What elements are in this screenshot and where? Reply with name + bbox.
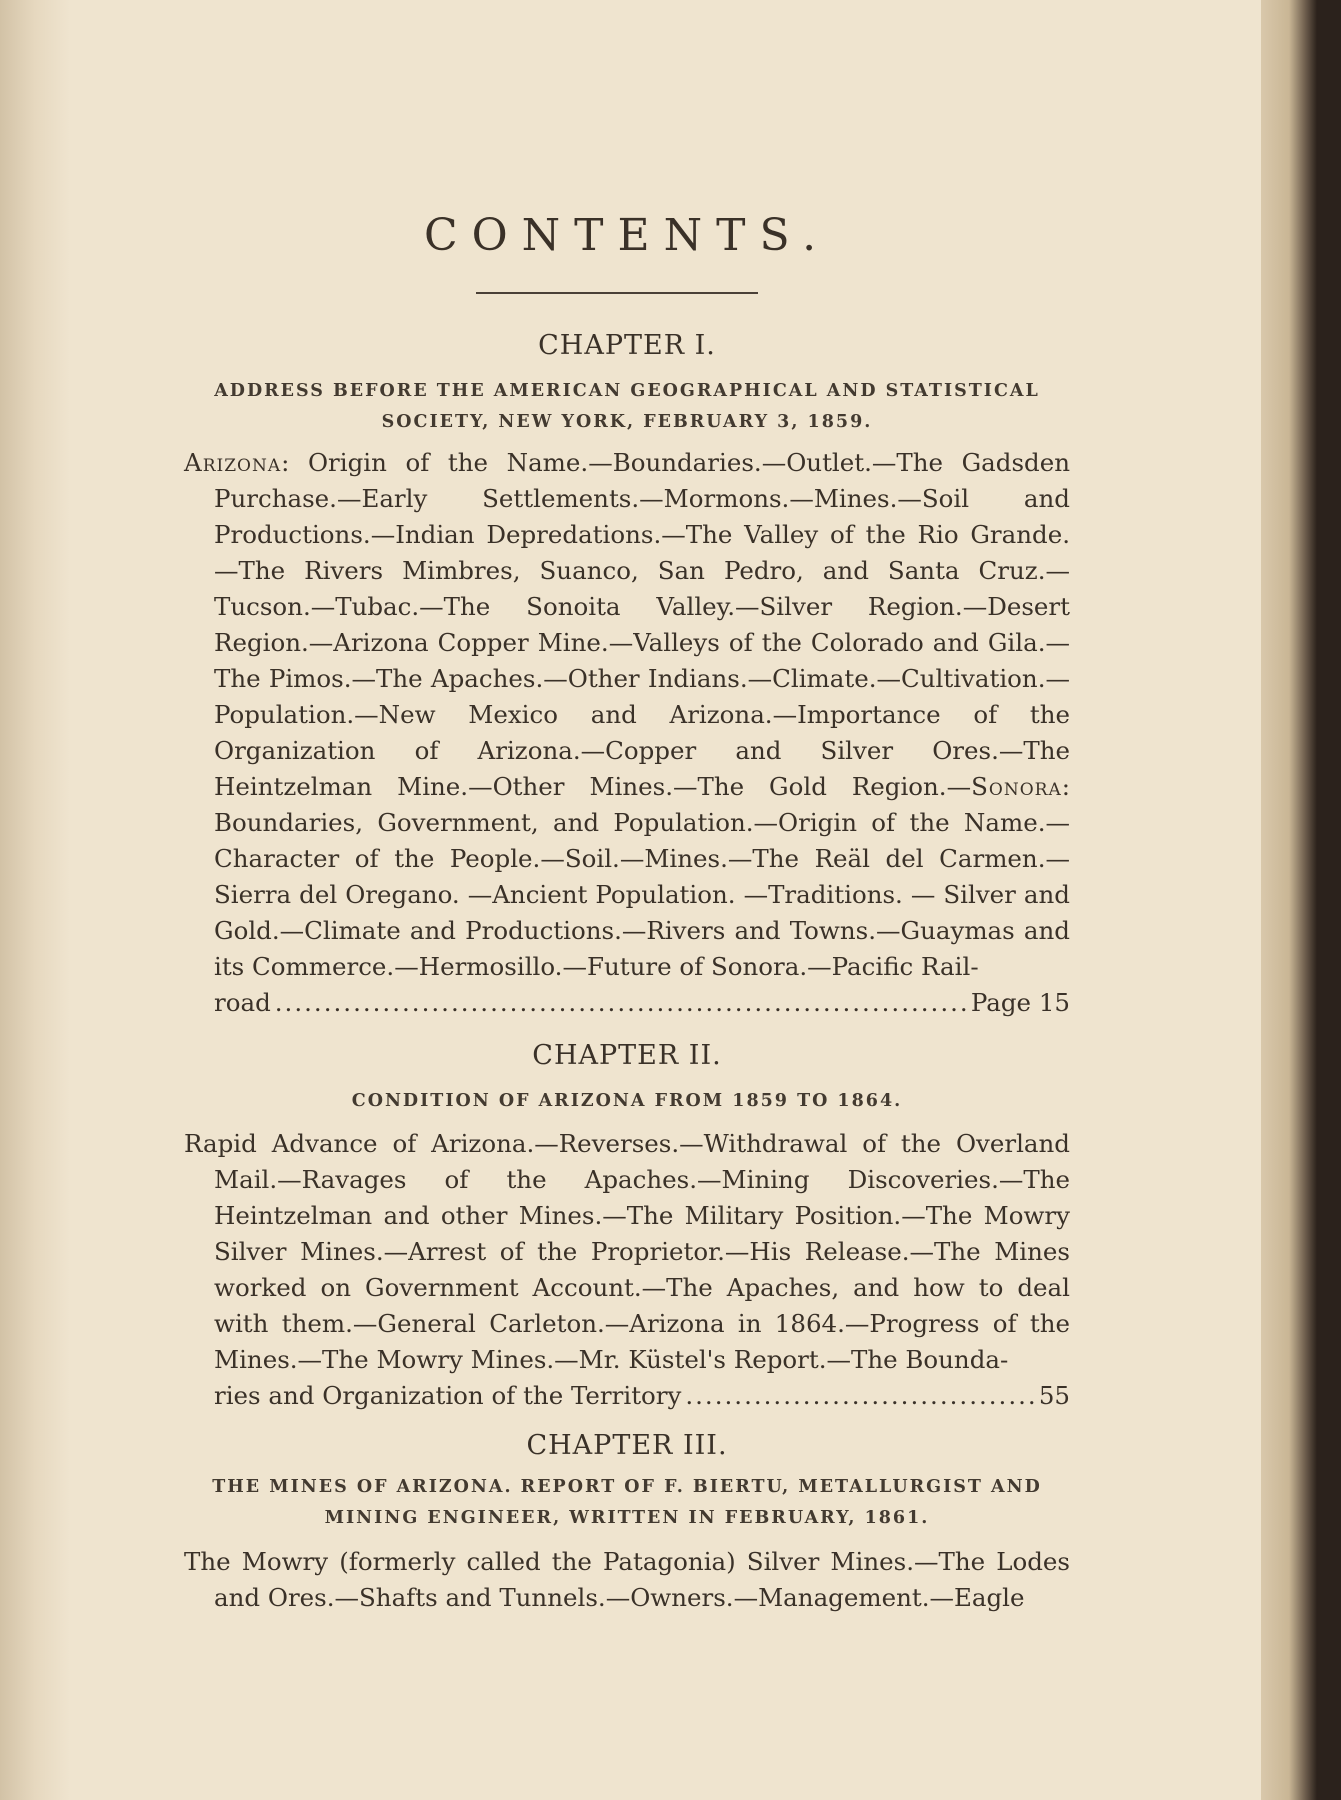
chapter-1-subtitle: ADDRESS BEFORE THE AMERICAN GEOGRAPHICAL AND STATISTICAL SOCIETY, NEW YORK, FEBRUARY 3, 1859. [214,381,1040,432]
chapter-3-body: The Mowry (formerly called the Patagonia) Silver Mines.—The Lodes and Ores.—Shafts and Tunnels.—Owners.—Management.—Eagle [184,1547,1070,1612]
chapter-1-lead-word: Arizona [184,448,282,477]
chapter-3-heading: CHAPTER III. [526,1430,728,1461]
chapter-2-subtitle: CONDITION OF ARIZONA FROM 1859 TO 1864. [351,1091,903,1111]
contents-page [184,0,1070,1800]
chapter-2-body: Rapid Advance of Arizona.—Reverses.—Withdrawal of the Overland Mail.—Ravages of the Apaches.—Mining Discoveries.—The Heintzelman and other Mines.—The Military Position.—The Mowry Silver Mines.—Arrest of the Proprietor.—His Release.—The Mines worked on Government Account.—The Apaches, and how to deal with them.—General Carleton.—Arizona in 1864.—Progress of the Mines.—The Mowry Mines.—Mr. Küstel's Report.—The Bounda- [184,1129,1070,1374]
chapter-2-dot-leader [685,1378,1034,1414]
chapter-3-summary [184,1544,1070,1616]
chapter-2-last-word: ries and Organization of the Territory [214,1381,682,1410]
chapter-2-summary [184,1126,1070,1414]
chapter-3-subtitle: THE MINES OF ARIZONA. REPORT OF F. BIERTU, METALLURGIST AND MINING ENGINEER, WRITTEN IN FEBRUARY, 1861. [212,1477,1042,1528]
chapter-1-toc-line [214,985,1070,1021]
chapter-1-body-b: : Boundaries, Government, and Population.—Origin of the Name.—Character of the People.—Soil.—Mines.—The Reäl del Carmen.—Sierra del Oregano. —Ancient Population. —Traditions. — Silver and Gold.—Climate and Productions.—Rivers and Towns.—Guaymas and its Commerce.—Hermosillo.—Future of Sonora.—Pacific Rail- [214,772,1070,981]
chapter-2-heading: CHAPTER II. [532,1040,722,1071]
chapter-1-body-a: : Origin of the Name.—Boundaries.—Outlet.—The Gadsden Purchase.—Early Settlements.—Mormons.—Mines.—Soil and Productions.—Indian Depredations.—The Valley of the Rio Grande. —The Rivers Mimbres, Suanco, San Pedro, and Santa Cruz.—Tucson.—Tubac.—The Sonoita Valley.—Silver Region.—Desert Region.—Arizona Copper Mine.—Valleys of the Colorado and Gila.—The Pimos.—The Apaches.—Other Indians.—Climate.—Cultivation.—Population.—New Mexico and Arizona.—Importance of the Organization of Arizona.—Copper and Silver Ores.—The Heintzelman Mine.—Other Mines.—The Gold Region.— [214,448,1070,801]
page-gutter-shadow [0,0,70,1800]
title-rule [476,292,758,294]
book-spine [1261,0,1341,1800]
chapter-1-summary [184,445,1070,1021]
chapter-2-page-number: 55 [1038,1381,1070,1410]
chapter-1-last-word: road [214,988,271,1017]
chapter-1-page-number: Page 15 [970,988,1070,1017]
chapter-1-heading: CHAPTER I. [538,330,716,361]
page-title: CONTENTS. [423,210,831,261]
chapter-1-dot-leader [275,985,967,1021]
chapter-2-toc-line [214,1378,1070,1414]
chapter-1-mid-word: Sonora [971,772,1062,801]
